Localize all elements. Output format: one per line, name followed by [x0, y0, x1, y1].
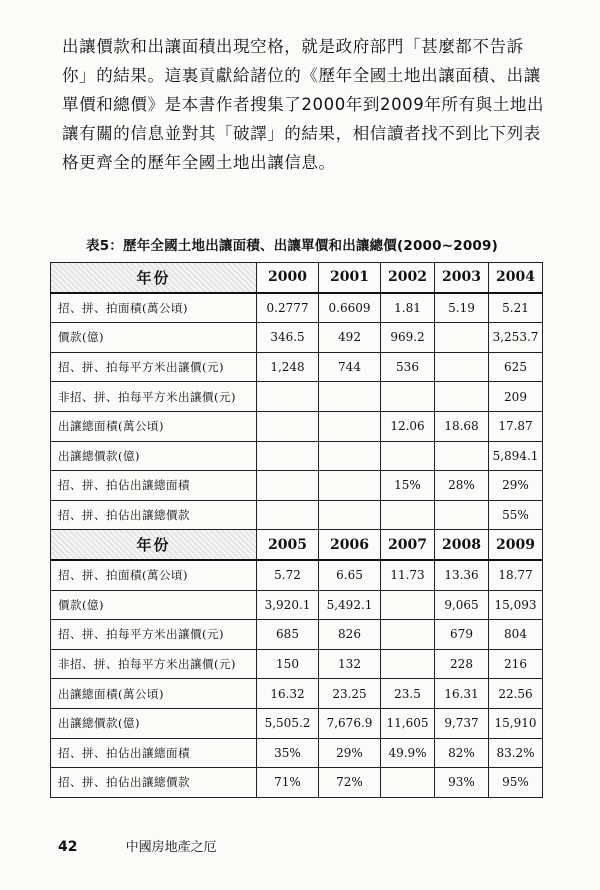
table-row — [51, 323, 543, 353]
table-cell: 16.31 — [435, 679, 489, 709]
table-row — [51, 352, 543, 382]
table-row — [51, 649, 543, 679]
table-cell: 625 — [489, 352, 543, 382]
year-cell: 2009 — [489, 530, 543, 560]
table-cell — [319, 500, 381, 530]
table-cell: 95% — [489, 768, 543, 798]
table-cell: 5,894.1 — [489, 441, 543, 471]
row-label: 價款(億) — [51, 323, 257, 353]
table-cell — [381, 590, 435, 620]
row-label: 招、拼、拍佔出讓總價款 — [51, 500, 257, 530]
table-row — [51, 471, 543, 501]
table-row — [51, 382, 543, 412]
table-cell: 82% — [435, 738, 489, 768]
table-cell — [381, 768, 435, 798]
table-cell: 71% — [257, 768, 319, 798]
table-cell: 15,910 — [489, 708, 543, 738]
paragraph-line: 讓有關的信息並對其「破譯」的結果，相信讀者找不到比下列表 — [62, 124, 541, 143]
table-cell: 679 — [435, 620, 489, 650]
year-cell: 2002 — [381, 263, 435, 293]
table-cell: 13.36 — [435, 560, 489, 590]
row-label: 出讓總面積(萬公頃) — [51, 411, 257, 441]
table-cell: 11,605 — [381, 708, 435, 738]
table-cell — [257, 411, 319, 441]
table-cell: 5,505.2 — [257, 708, 319, 738]
row-label: 招、拼、拍面積(萬公頃) — [51, 560, 257, 590]
paragraph-line: 出讓價款和出讓面積出現空格，就是政府部門「甚麼都不告訴 — [62, 37, 524, 56]
table-cell: 826 — [319, 620, 381, 650]
table-cell — [381, 441, 435, 471]
table-cell: 744 — [319, 352, 381, 382]
table-cell: 29% — [489, 471, 543, 501]
table-cell: 55% — [489, 500, 543, 530]
table-row — [51, 560, 543, 590]
table-cell — [319, 441, 381, 471]
table-cell — [257, 441, 319, 471]
row-label: 招、拼、拍佔出讓總價款 — [51, 768, 257, 798]
table-row — [51, 590, 543, 620]
table-cell: 6.65 — [319, 560, 381, 590]
table-cell: 72% — [319, 768, 381, 798]
table-cell: 5.72 — [257, 560, 319, 590]
year-cell: 2008 — [435, 530, 489, 560]
table-row — [51, 620, 543, 650]
table-row — [51, 738, 543, 768]
row-label: 出讓總面積(萬公頃) — [51, 679, 257, 709]
table-caption: 表5：歷年全國土地出讓面積、出讓單價和出讓總價(2000~2009) — [86, 238, 498, 254]
table-cell: 228 — [435, 649, 489, 679]
table-cell: 132 — [319, 649, 381, 679]
table-cell: 685 — [257, 620, 319, 650]
table-cell: 11.73 — [381, 560, 435, 590]
table-cell: 18.77 — [489, 560, 543, 590]
body-paragraph — [62, 32, 562, 177]
table-cell: 0.6609 — [319, 293, 381, 323]
page-number: 42 — [58, 839, 78, 855]
table-cell: 15% — [381, 471, 435, 501]
table-row — [51, 708, 543, 738]
row-label: 非招、拼、拍每平方米出讓價(元) — [51, 382, 257, 412]
row-label: 招、拼、拍每平方米出讓價(元) — [51, 352, 257, 382]
table-cell: 16.32 — [257, 679, 319, 709]
table-cell: 12.06 — [381, 411, 435, 441]
table-cell: 9,737 — [435, 708, 489, 738]
row-label: 招、拼、拍佔出讓總面積 — [51, 471, 257, 501]
table-cell — [257, 382, 319, 412]
year-header-row — [51, 263, 543, 293]
table-cell — [381, 649, 435, 679]
table-cell: 969.2 — [381, 323, 435, 353]
row-label: 招、拼、拍每平方米出讓價(元) — [51, 620, 257, 650]
year-cell: 2004 — [489, 263, 543, 293]
year-cell: 2006 — [319, 530, 381, 560]
table-cell: 3,253.7 — [489, 323, 543, 353]
table-row — [51, 441, 543, 471]
table-cell: 1,248 — [257, 352, 319, 382]
table-cell — [435, 352, 489, 382]
table-cell: 15,093 — [489, 590, 543, 620]
table-cell — [435, 441, 489, 471]
year-cell: 2007 — [381, 530, 435, 560]
table-cell: 83.2% — [489, 738, 543, 768]
table-cell: 492 — [319, 323, 381, 353]
year-header-label: 年份 — [51, 530, 257, 560]
table-cell: 536 — [381, 352, 435, 382]
page-footer — [58, 836, 217, 855]
year-cell: 2005 — [257, 530, 319, 560]
paragraph-line: 格更齊全的歷年全國土地出讓信息。 — [62, 153, 336, 172]
row-label: 價款(億) — [51, 590, 257, 620]
year-header-label: 年份 — [51, 263, 257, 293]
table-cell: 22.56 — [489, 679, 543, 709]
table-cell — [381, 382, 435, 412]
row-label: 非招、拼、拍每平方米出讓價(元) — [51, 649, 257, 679]
table-cell: 49.9% — [381, 738, 435, 768]
table-cell: 29% — [319, 738, 381, 768]
table-cell — [435, 382, 489, 412]
table-cell — [257, 500, 319, 530]
table-cell: 346.5 — [257, 323, 319, 353]
row-label: 出讓總價款(億) — [51, 708, 257, 738]
table-cell: 9,065 — [435, 590, 489, 620]
table-cell: 93% — [435, 768, 489, 798]
table-cell: 0.2777 — [257, 293, 319, 323]
year-cell: 2000 — [257, 263, 319, 293]
table-cell: 5.21 — [489, 293, 543, 323]
table-row — [51, 293, 543, 323]
table-cell: 17.87 — [489, 411, 543, 441]
table-cell: 7,676.9 — [319, 708, 381, 738]
table-cell: 18.68 — [435, 411, 489, 441]
table-cell: 209 — [489, 382, 543, 412]
table-row — [51, 768, 543, 798]
table-cell — [381, 620, 435, 650]
paragraph-line: 你」的結果。這裏貢獻給諸位的《歷年全國土地出讓面積、出讓 — [62, 66, 541, 85]
year-cell: 2001 — [319, 263, 381, 293]
table-cell — [319, 411, 381, 441]
table-cell: 23.5 — [381, 679, 435, 709]
table-cell: 804 — [489, 620, 543, 650]
table-row — [51, 679, 543, 709]
row-label: 出讓總價款(億) — [51, 441, 257, 471]
table-cell — [435, 323, 489, 353]
table-row — [51, 411, 543, 441]
table-cell: 35% — [257, 738, 319, 768]
table-cell: 216 — [489, 649, 543, 679]
table-cell: 150 — [257, 649, 319, 679]
year-cell: 2003 — [435, 263, 489, 293]
table-cell: 5,492.1 — [319, 590, 381, 620]
row-label: 招、拼、拍佔出讓總面積 — [51, 738, 257, 768]
table-cell — [319, 382, 381, 412]
book-title: 中國房地產之厄 — [125, 840, 217, 855]
table-cell: 5.19 — [435, 293, 489, 323]
table-cell: 28% — [435, 471, 489, 501]
table-cell: 1.81 — [381, 293, 435, 323]
table-row — [51, 500, 543, 530]
paragraph-line: 單價和總價》是本書作者搜集了2000年到2009年所有與土地出 — [62, 95, 545, 114]
table-cell — [381, 500, 435, 530]
table-cell: 3,920.1 — [257, 590, 319, 620]
land-transfer-table — [50, 262, 543, 798]
table-cell — [435, 500, 489, 530]
table-cell: 23.25 — [319, 679, 381, 709]
table-cell — [257, 471, 319, 501]
table-cell — [319, 471, 381, 501]
year-header-row — [51, 530, 543, 560]
row-label: 招、拼、拍面積(萬公頃) — [51, 293, 257, 323]
